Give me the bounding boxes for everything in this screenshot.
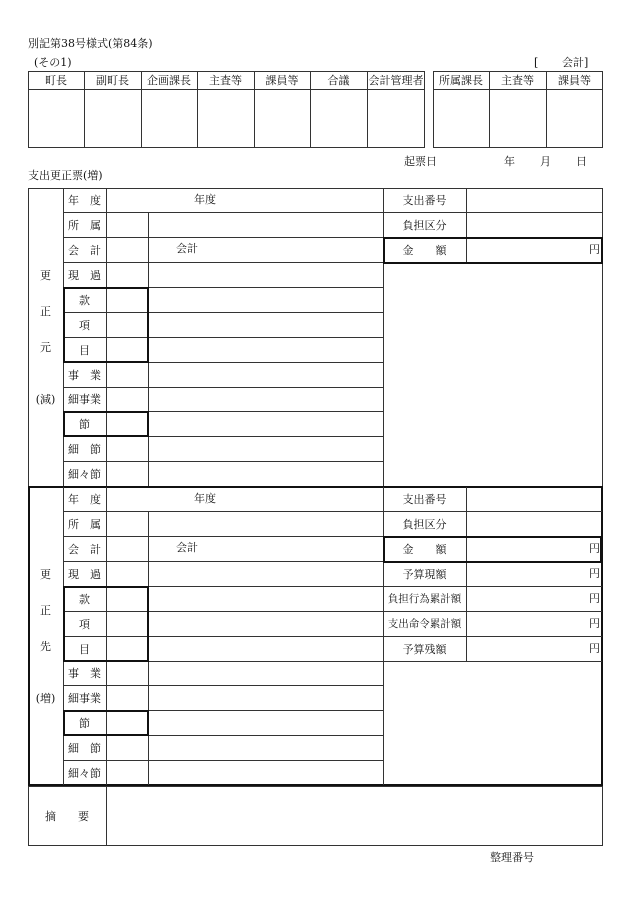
approval-header-consultation: 合議 [327,74,350,87]
destination-row-project: 事 業 [68,667,101,680]
destination-amount-input[interactable] [468,539,586,559]
destination-label-budget-remaining: 予算残額 [402,642,447,656]
source-row-sub-sub-setsu: 細々節 [68,468,101,481]
approval-header-deputy-mayor: 副町長 [96,74,129,87]
stamp-cell-mayor[interactable] [29,90,84,147]
source-moku-name-input[interactable] [150,339,381,360]
destination-payment-no-input[interactable] [468,489,600,509]
destination-label-burden-cumulative: 負担行為累計額 [387,593,462,605]
destination-order-cumulative-input[interactable] [468,613,586,634]
destination-setsu-name-input[interactable] [150,712,381,733]
source-row-project: 事 業 [68,368,101,382]
destination-fiscal-suffix: 年度 [194,492,216,505]
reference-number-input[interactable] [540,850,600,865]
form-id: 別記第38号様式(第84条) [28,37,153,50]
source-fiscal-suffix: 年度 [194,193,216,206]
destination-fiscal-year-input[interactable] [108,489,188,509]
accounting-bracket-label: 会計] [562,56,589,69]
source-row-setsu: 節 [79,417,90,431]
stamp-cell-staff[interactable] [255,90,310,147]
source-project-code-input[interactable] [108,364,147,385]
source-kou-code-input[interactable] [108,314,146,335]
source-side-char-3: 元 [40,340,51,354]
destination-project-code-input[interactable] [108,663,147,683]
summary-textarea[interactable] [108,788,600,843]
destination-budget-current-input[interactable] [468,563,586,584]
destination-label-payment-no: 支出番号 [402,493,447,506]
destination-side-sub: (増) [35,691,56,705]
destination-accounting-suffix: 会計 [176,541,198,554]
stamp-cell-planning-chief[interactable] [142,90,197,147]
destination-row-kan: 款 [79,592,90,606]
destination-current-past-input[interactable] [108,563,147,584]
destination-kou-name-input[interactable] [150,613,381,634]
destination-row-setsu: 節 [79,716,90,730]
destination-department-name-input[interactable] [150,513,381,534]
source-setsu-code-input[interactable] [108,413,146,434]
source-sub-project-name-input[interactable] [150,389,381,409]
document-title: 支出更正票(増) [28,169,103,182]
source-setsu-name-input[interactable] [150,413,381,434]
destination-kou-code-input[interactable] [108,613,146,634]
source-row-sub-project: 細事業 [68,393,101,406]
source-department-name-input[interactable] [150,214,381,235]
source-row-moku: 目 [79,343,90,357]
approval-header-dept-examiner: 主査等 [501,74,534,87]
destination-sub-sub-setsu-name-input[interactable] [150,762,381,783]
source-label-burden-class: 負担区分 [402,218,447,232]
destination-label-burden-class: 負担区分 [402,517,447,531]
source-accounting-suffix: 会計 [176,242,198,255]
destination-amount-unit: 円 [589,542,600,555]
approval-header-accounting-manager: 会計管理者 [368,74,424,87]
destination-row-sub-setsu: 細 節 [68,741,101,755]
stamp-cell-dept-examiner[interactable] [490,90,546,147]
source-sub-sub-setsu-code-input[interactable] [108,463,147,485]
source-side-sub: (減) [35,392,56,406]
destination-side-char-2: 正 [40,603,51,617]
source-kan-code-input[interactable] [108,289,146,310]
destination-moku-name-input[interactable] [150,638,381,659]
source-moku-code-input[interactable] [108,339,146,360]
approval-header-dept-staff: 課員等 [558,74,591,87]
destination-current-past-name-input[interactable] [150,563,381,584]
destination-burden-cumulative-unit: 円 [589,592,600,605]
stamp-cell-accounting-manager[interactable] [368,90,424,147]
issue-month-label: 月 [540,155,551,168]
issue-month-input[interactable] [516,153,536,168]
source-amount-unit: 円 [589,243,600,256]
approval-header-planning-chief: 企画課長 [147,74,191,87]
source-row-accounting: 会 計 [68,243,101,257]
destination-budget-remaining-input[interactable] [468,638,586,659]
source-sub-setsu-code-input[interactable] [108,438,147,459]
destination-row-sub-sub-setsu: 細々節 [68,766,101,780]
issue-day-input[interactable] [552,153,572,168]
destination-label-budget-current: 予算現額 [402,567,447,581]
source-side-char-1: 更 [40,268,51,282]
destination-sub-project-code-input[interactable] [108,687,147,708]
approval-header-dept-chief: 所属課長 [439,74,483,87]
destination-row-accounting: 会 計 [68,542,101,556]
destination-sub-setsu-name-input[interactable] [150,737,381,758]
source-sub-sub-setsu-name-input[interactable] [150,463,381,485]
destination-moku-code-input[interactable] [108,638,146,659]
stamp-cell-dept-chief[interactable] [434,90,489,147]
source-sub-project-code-input[interactable] [108,389,147,409]
destination-row-sub-project: 細事業 [68,691,101,705]
reference-number-label: 整理番号 [490,851,534,864]
source-department-code-input[interactable] [108,214,147,235]
source-row-sub-setsu: 細 節 [68,442,101,456]
source-row-kan: 款 [79,293,90,307]
approval-header-chief-examiner: 主査等 [209,74,242,87]
source-kou-name-input[interactable] [150,314,381,335]
destination-accounting-code-input[interactable] [108,538,147,559]
source-row-department: 所 属 [68,218,101,232]
source-fiscal-year-input[interactable] [108,190,188,210]
issue-year-label: 年 [504,155,515,168]
destination-sub-project-name-input[interactable] [150,687,381,708]
issue-date-label: 起票日 [404,155,437,168]
destination-label-amount: 金 額 [402,542,447,556]
source-side-char-2: 正 [40,304,51,318]
destination-side-char-3: 先 [40,639,51,653]
source-row-kou: 項 [79,318,90,332]
destination-budget-remaining-unit: 円 [589,642,600,655]
destination-order-cumulative-unit: 円 [589,617,600,630]
source-label-payment-no: 支出番号 [402,194,447,207]
source-burden-class-input[interactable] [468,214,601,235]
destination-label-order-cumulative: 支出命令累計額 [387,618,462,630]
accounting-bracket-open: [ [534,56,539,69]
destination-burden-class-input[interactable] [468,513,600,534]
destination-row-current-past: 現 過 [68,567,101,581]
source-accounting-code-input[interactable] [108,239,147,260]
approval-header-staff: 課員等 [265,74,299,87]
stamp-cell-deputy-mayor[interactable] [85,90,141,147]
source-label-amount: 金 額 [402,243,447,257]
destination-budget-current-unit: 円 [589,567,600,580]
destination-kan-name-input[interactable] [150,588,381,609]
source-current-past-input[interactable] [108,264,147,285]
destination-row-department: 所 属 [68,517,101,531]
destination-row-kou: 項 [79,617,90,631]
issue-year-input[interactable] [448,153,498,168]
source-sub-setsu-name-input[interactable] [150,438,381,459]
issue-day-label: 日 [576,155,587,168]
source-row-current-past: 現 過 [68,268,101,282]
form-sub-id: (その1) [34,56,72,69]
source-amount-input[interactable] [468,240,586,260]
approval-header-mayor: 町長 [45,74,67,87]
stamp-cell-consultation[interactable] [311,90,367,147]
destination-row-moku: 目 [79,642,90,656]
source-kan-name-input[interactable] [150,289,381,310]
stamp-cell-dept-staff[interactable] [547,90,602,147]
destination-project-name-input[interactable] [150,663,381,683]
destination-row-fiscal-year: 年 度 [68,493,101,506]
destination-setsu-code-input[interactable] [108,712,146,733]
destination-department-code-input[interactable] [108,513,147,534]
source-row-fiscal-year: 年 度 [68,194,101,207]
destination-sub-sub-setsu-code-input[interactable] [108,762,147,783]
destination-kan-code-input[interactable] [108,588,146,609]
source-project-name-input[interactable] [150,364,381,385]
destination-side-char-1: 更 [40,567,51,581]
summary-label: 摘 要 [45,810,89,823]
destination-burden-cumulative-input[interactable] [468,588,586,609]
stamp-cell-chief-examiner[interactable] [198,90,254,147]
destination-sub-setsu-code-input[interactable] [108,737,147,758]
source-current-past-name-input[interactable] [150,264,381,285]
accounting-type-input[interactable] [542,55,560,70]
source-payment-no-input[interactable] [468,190,601,210]
